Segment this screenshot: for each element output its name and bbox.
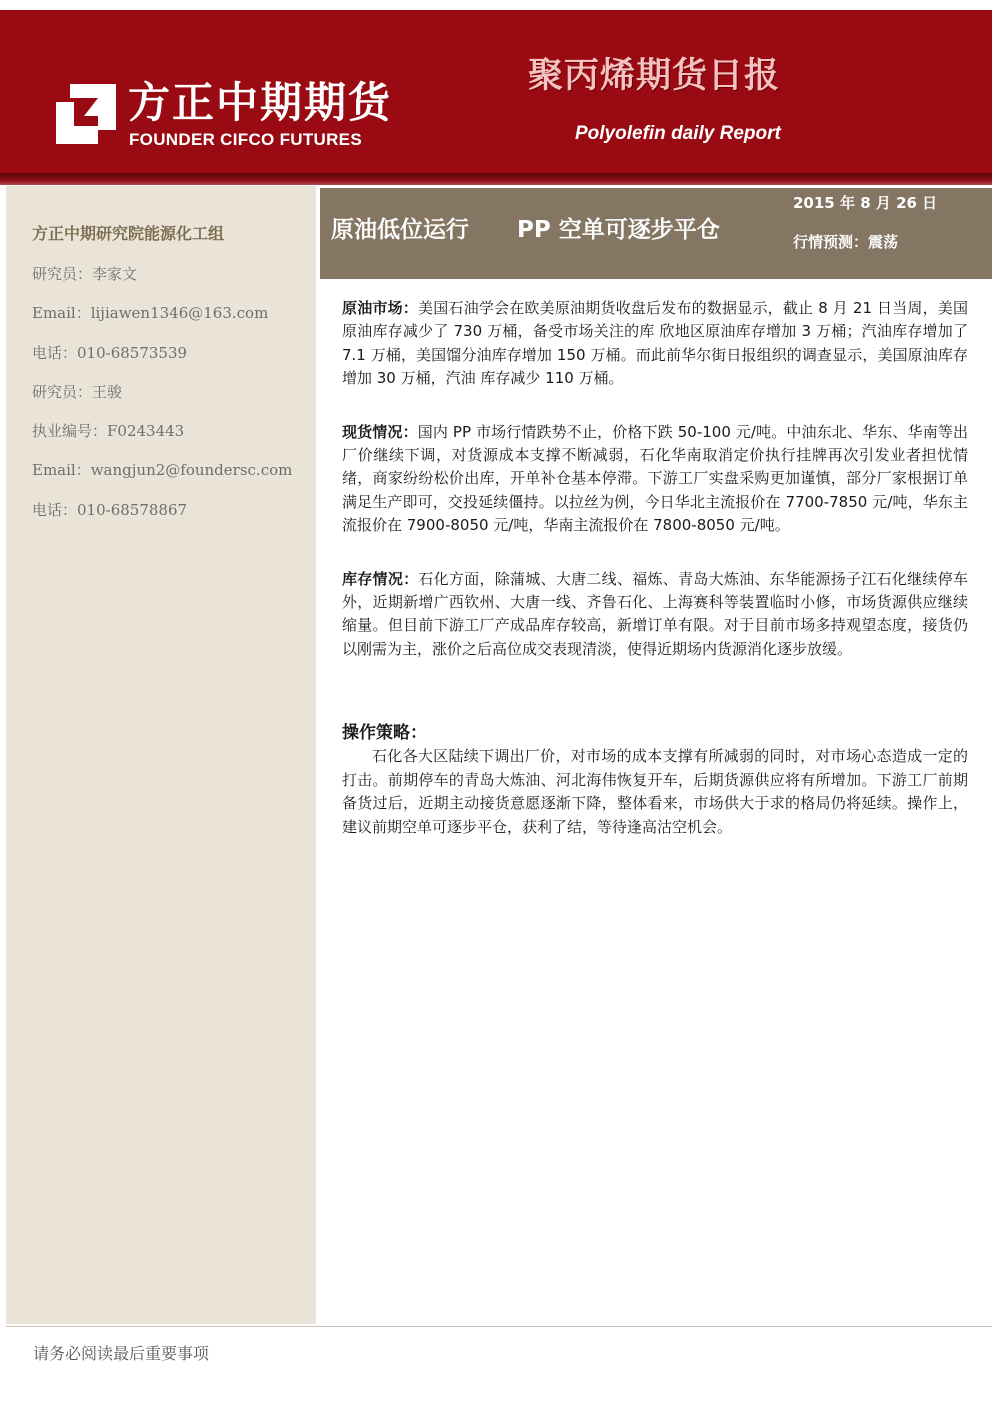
section-text: 美国石油学会在欧美原油期货收盘后发布的数据显示，截止 8 月 21 日当周，美国原油库存减少了 730 万桶，备受市场关注的库 欣地区原油库存增加 3 万桶；汽油库存增加了 7.1 万桶，美国馏分油库存增加 150 万桶。而此前华尔街日报组织的调查显示，美国原油库存增加 30 万桶，汽油 库存减少 110 万桶。: [342, 299, 968, 388]
research-group-name: 方正中期研究院能源化工组: [32, 224, 225, 243]
strategy-heading: 操作策略：: [342, 723, 427, 744]
brand-name-en: FOUNDER CIFCO FUTURES: [129, 130, 362, 149]
inventory-paragraph: [342, 568, 968, 662]
contact-line: 研究员：王骏: [32, 382, 123, 401]
header-shadow: [0, 173, 992, 185]
contact-line: Email：lijiawen1346@163.com: [32, 304, 269, 323]
contact-line: 研究员：李家文: [32, 265, 138, 283]
founder-square-logo-icon: [56, 84, 116, 144]
contact-list: [32, 262, 292, 537]
contact-line: Email：wangjun2@foundersc.com: [32, 461, 293, 480]
report-body: [342, 297, 968, 839]
section-text: 石化方面，除蒲城、大唐二线、福炼、青岛大炼油、东华能源扬子江石化继续停车外，近期新增广西钦州、大唐一线、齐鲁石化、上海赛科等装置临时小修，市场货源供应继续缩量。但目前下游工厂产成品库存较高，新增订单有限。对于目前市场多持观望态度，接货仍以刚需为主，涨价之后高位成交表现清淡，使得近期场内货源消化逐步放缓。: [342, 569, 968, 658]
section-label: 库存情况：: [342, 569, 419, 588]
contact-line: 电话：010-68573539: [32, 343, 188, 362]
crude-oil-paragraph: [342, 297, 968, 391]
section-text: 国内 PP 市场行情跌势不止，价格下跌 50-100 元/吨。中油东北、华东、华南等出厂价继续下调，对货源成本支撑不断减弱，石化华南取消定价执行挂牌再次引发业者担忧情绪，商家纷纷松价出库，开单补仓基本停滞。下游工厂实盘采购更加谨慎，部分厂家根据订单满足生产即可，交投延续僵持。以拉丝为例，今日华北主流报价在 7700-7850 元/吨，华东主流报价在 7900-8050 元/吨，华南主流报价在 7800-8050 元/吨。: [342, 422, 968, 535]
section-label: 现货情况：: [342, 422, 418, 441]
banner-headline: 原油低位运行 PP 空单可逐步平仓: [331, 217, 720, 243]
contact-line: 执业编号：F0243443: [32, 422, 185, 441]
brand-name-cn: 方正中期期货: [128, 78, 393, 127]
report-title: 聚丙烯期货日报: [528, 56, 781, 96]
section-label: 原油市场：: [342, 299, 419, 317]
disclaimer-notice: 请务必阅读最后重要事项: [33, 1344, 210, 1363]
report-date: 2015 年 8 月 26 日: [793, 194, 938, 212]
report-subtitle: Polyolefin daily Report: [575, 123, 781, 144]
footer-divider: [6, 1326, 992, 1327]
contact-line: 电话：010-68578867: [32, 500, 188, 519]
strategy-paragraph: 石化各大区陆续下调出厂价，对市场的成本支撑有所减弱的同时，对市场心态造成一定的打击。前期停车的青岛大炼油、河北海伟恢复开车，后期货源供应将有所增加。下游工厂前期备货过后，近期主动接货意愿逐渐下降，整体看来，市场供大于求的格局仍将延续。操作上，建议前期空单可逐步平仓，获利了结，等待逢高沽空机会。: [342, 747, 968, 836]
market-forecast: 行情预测：震荡: [793, 233, 899, 251]
spot-paragraph: [342, 421, 968, 538]
